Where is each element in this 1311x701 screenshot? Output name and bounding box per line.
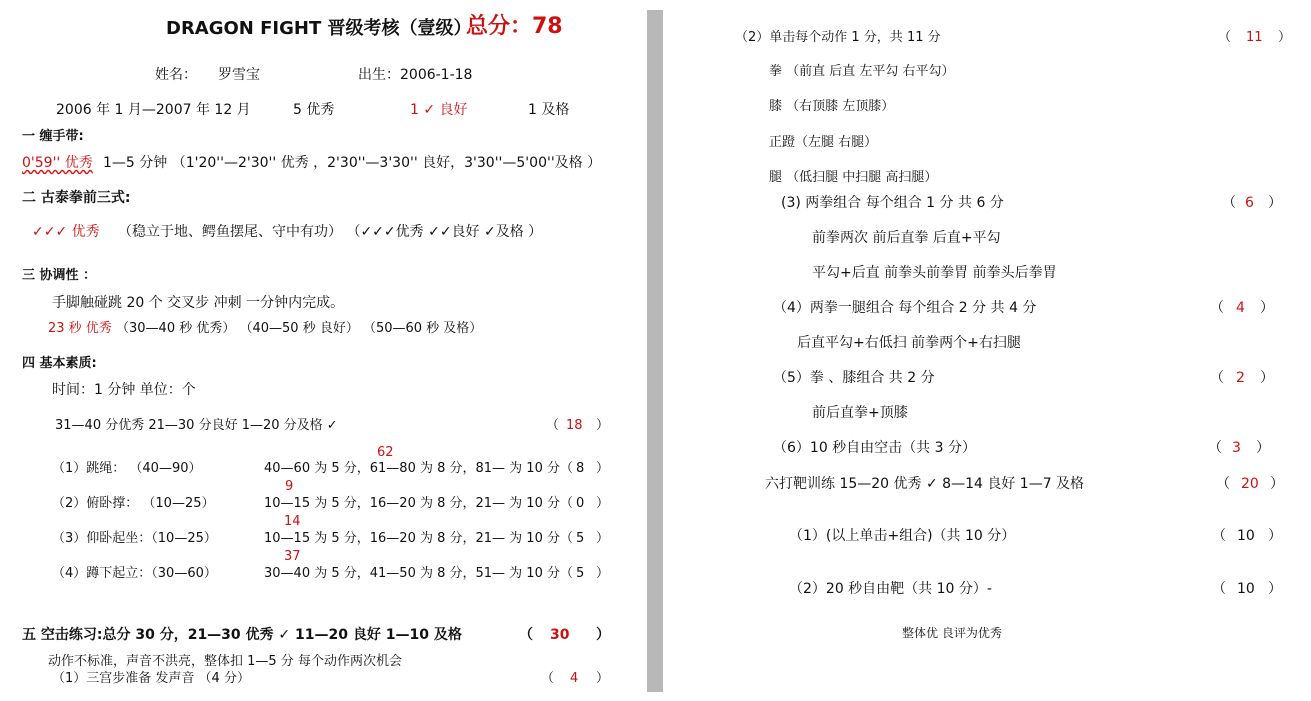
item-1-count: 62 bbox=[377, 445, 394, 460]
total-score: 总分：78 bbox=[466, 14, 563, 39]
section-5-score: 30 bbox=[550, 627, 570, 643]
r5-label: （5）拳 、膝组合 共 2 分 bbox=[773, 370, 935, 386]
six-close: ） bbox=[1270, 476, 1284, 492]
section-5-close: ） bbox=[596, 627, 610, 643]
s1-close: ） bbox=[1268, 528, 1282, 544]
item-3-close: ） bbox=[596, 531, 610, 546]
period-good: 1 ✓ 良好 bbox=[410, 102, 468, 118]
section-1-heading: 一 缠手带: bbox=[22, 129, 84, 144]
item-2-count: 9 bbox=[285, 479, 294, 494]
section-1-score: 0'59'' 优秀 bbox=[22, 155, 93, 171]
six-label: 六打靶训练 15—20 优秀 ✓ 8—14 良好 1—7 及格 bbox=[765, 476, 1085, 492]
item-1-rule: 40—60 为 5 分，61—80 为 8 分，81— 为 10 分（ bbox=[264, 461, 573, 476]
r6-close: ） bbox=[1256, 440, 1270, 456]
s2-close: ） bbox=[1268, 581, 1282, 597]
r4-line: 后直平勾+右低扫 前拳两个+右扫腿 bbox=[797, 335, 1021, 351]
item-4-score: 5 bbox=[576, 566, 585, 581]
section-5-item-1-open: （ bbox=[541, 671, 555, 686]
period-excellent: 5 优秀 bbox=[293, 102, 335, 118]
section-4-unit: 时间：1 分钟 单位：个 bbox=[52, 382, 196, 398]
section-5-item-1: （1）三宫步准备 发声音 （4 分） bbox=[52, 671, 250, 686]
r2-open: （ bbox=[1218, 30, 1232, 45]
period-pass: 1 及格 bbox=[528, 102, 570, 118]
birth-date: 出生：2006-1-18 bbox=[358, 67, 473, 83]
item-4-count: 37 bbox=[284, 549, 301, 564]
r3-line-1: 前拳两次 前后直拳 后直+平勾 bbox=[812, 230, 1001, 246]
item-3-rule: 10—15 为 5 分，16—20 为 8 分，21— 为 10 分（ bbox=[264, 531, 573, 546]
r6-score: 3 bbox=[1232, 440, 1241, 456]
page-divider bbox=[647, 10, 663, 692]
r6-open: （ bbox=[1208, 440, 1222, 456]
s1-open: （ bbox=[1212, 528, 1226, 544]
section-4-grade-close: ） bbox=[596, 418, 610, 433]
page-title: DRAGON FIGHT 晋级考核（壹级） bbox=[166, 18, 472, 39]
item-3-score: 5 bbox=[576, 531, 585, 546]
s2-open: （ bbox=[1212, 581, 1226, 597]
s2-label: （2）20 秒自由靶（共 10 分）- bbox=[789, 581, 992, 597]
r3-label: (3) 两拳组合 每个组合 1 分 共 6 分 bbox=[781, 195, 1004, 211]
item-4-rule: 30—40 为 5 分，41—50 为 8 分，51— 为 10 分（ bbox=[264, 566, 573, 581]
r3-open: （ bbox=[1222, 195, 1236, 211]
s2-score: 10 bbox=[1237, 581, 1255, 597]
section-3-heading: 三 协调性 ： bbox=[22, 268, 97, 283]
section-3-rule: （30—40 秒 优秀） （40—50 秒 良好） （50—60 秒 及格） bbox=[116, 321, 483, 336]
section-2-heading: 二 古泰拳前三式: bbox=[22, 190, 131, 206]
item-4-label: （4）蹲下起立：（30—60） bbox=[52, 566, 217, 581]
r6-label: （6）10 秒自由空击（共 3 分） bbox=[773, 440, 976, 456]
item-2-rule: 10—15 为 5 分，16—20 为 8 分，21— 为 10 分（ bbox=[264, 496, 573, 511]
r4-label: （4）两拳一腿组合 每个组合 2 分 共 4 分 bbox=[773, 300, 1037, 316]
r5-open: （ bbox=[1210, 370, 1224, 386]
six-open: （ bbox=[1216, 476, 1230, 492]
name-label: 姓名： bbox=[155, 67, 197, 83]
section-5-note: 动作不标准，声音不洪亮，整体扣 1—5 分 每个动作两次机会 bbox=[48, 654, 402, 669]
r3-close: ） bbox=[1268, 195, 1282, 211]
xi-line: 膝 （右顶膝 左顶膝） bbox=[769, 99, 895, 114]
section-5-item-1-score: 4 bbox=[570, 671, 579, 686]
r4-score: 4 bbox=[1236, 300, 1245, 316]
section-1-rule: 1—5 分钟 （1'20''—2'30'' 优秀 ，2'30''—3'30'' 良好，3'30''—5'00''及格 ） bbox=[103, 155, 602, 171]
s1-score: 10 bbox=[1237, 528, 1255, 544]
r4-close: ） bbox=[1260, 300, 1274, 316]
period-range: 2006 年 1 月—2007 年 12 月 bbox=[56, 102, 251, 118]
r2-label: （2）单击每个动作 1 分，共 11 分 bbox=[735, 30, 941, 45]
section-3-task: 手脚触碰跳 20 个 交叉步 冲刺 一分钟内完成。 bbox=[52, 295, 345, 311]
item-1-score: 8 bbox=[576, 461, 585, 476]
section-4-grade-open: （ bbox=[546, 418, 560, 433]
section-5-item-1-close: ） bbox=[596, 671, 610, 686]
student-name: 罗雪宝 bbox=[218, 67, 260, 83]
item-2-close: ） bbox=[596, 496, 610, 511]
r3-score: 6 bbox=[1245, 195, 1254, 211]
section-4-heading: 四 基本素质: bbox=[22, 356, 97, 371]
quan-line: 拳 （前直 后直 左平勾 右平勾） bbox=[769, 64, 955, 79]
six-score: 20 bbox=[1241, 476, 1259, 492]
s1-label: （1）(以上单击+组合)（共 10 分） bbox=[789, 528, 1016, 544]
item-2-score: 0 bbox=[576, 496, 585, 511]
r2-score: 11 bbox=[1246, 30, 1263, 45]
r5-close: ） bbox=[1260, 370, 1274, 386]
section-4-grade: 31—40 分优秀 21—30 分良好 1—20 分及格 ✓ bbox=[55, 418, 338, 433]
section-4-grade-score: 18 bbox=[566, 418, 583, 433]
r5-line: 前后直拳+顶膝 bbox=[812, 405, 908, 421]
item-3-count: 14 bbox=[284, 514, 301, 529]
section-3-score: 23 秒 优秀 bbox=[48, 321, 112, 336]
tui-line: 腿 （低扫腿 中扫腿 高扫腿） bbox=[769, 170, 938, 185]
section-5-heading: 五 空击练习:总分 30 分，21—30 优秀 ✓ 11—20 良好 1—10 及格 bbox=[22, 627, 462, 643]
item-4-close: ） bbox=[596, 566, 610, 581]
section-2-rule: （稳立于地、鳄鱼摆尾、守中有功） （✓✓✓优秀 ✓✓良好 ✓及格 ） bbox=[118, 224, 543, 240]
section-5-open: （ bbox=[519, 627, 533, 643]
item-2-label: （2）俯卧撑： （10—25） bbox=[52, 496, 215, 511]
final-comment: 整体优 良评为优秀 bbox=[902, 626, 1002, 640]
item-1-close: ） bbox=[596, 461, 610, 476]
section-2-score: ✓✓✓ 优秀 bbox=[32, 224, 100, 240]
item-3-label: （3）仰卧起坐：（10—25） bbox=[52, 531, 217, 546]
r3-line-2: 平勾+后直 前拳头前拳胃 前拳头后拳胃 bbox=[812, 265, 1057, 281]
r4-open: （ bbox=[1210, 300, 1224, 316]
deng-line: 正蹬（左腿 右腿） bbox=[769, 135, 878, 150]
r2-close: ） bbox=[1278, 30, 1292, 45]
r5-score: 2 bbox=[1236, 370, 1245, 386]
item-1-label: （1）跳绳： （40—90） bbox=[52, 461, 202, 476]
